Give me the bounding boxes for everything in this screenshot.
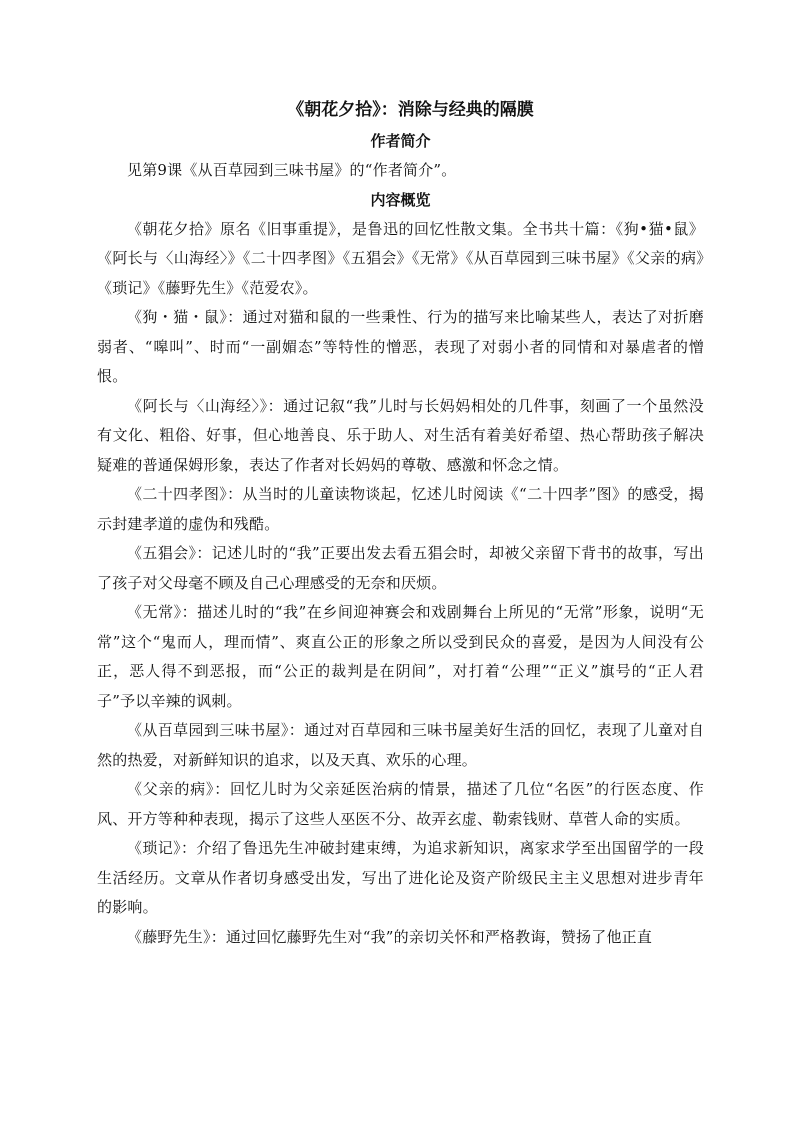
document-title: 《朝花夕拾》：消除与经典的隔膜 xyxy=(287,100,534,120)
paragraph: 《二十四孝图》：从当时的儿童读物谈起，忆述儿时阅读《“二十四孝”图》的感受，揭示封建孝道的虚伪和残酷。 xyxy=(97,485,704,533)
paragraph: 《朝花夕拾》原名《旧事重提》，是鲁迅的回忆性散文集。全书共十篇：《狗•猫•鼠》《阿长与〈山海经〉》《二十四孝图》《五猖会》《无常》《从百草园到三味书屋》《父亲的病》《琐记》《藤野先生》《范爱农》。 xyxy=(97,219,704,297)
paragraph: 《狗・猫・鼠》：通过对猫和鼠的一些秉性、行为的描写来比喻某些人，表达了对折磨弱者、“嗥叫”、时而“一副媚态”等特性的憎恶，表现了对弱小者的同情和对暴虐者的憎恨。 xyxy=(97,308,704,385)
paragraph: 见第9课《从百草园到三味书屋》的“作者简介”。 xyxy=(127,161,457,179)
section-heading-author: 作者简介 xyxy=(370,132,431,150)
paragraph: 《无常》：描述儿时的“我”在乡间迎神赛会和戏剧舞台上所见的“无常”形象，说明“无常”这个“鬼而人，理而情”、爽直公正的形象之所以受到民众的喜爱，是因为人间没有公正，恶人得不到恶报，而“公正的裁判是在阴间”，对打着“公理”“正义”旗号的“正人君子”予以辛辣的讽刺。 xyxy=(97,603,704,710)
paragraph: 《五猖会》：记述儿时的“我”正要出发去看五猖会时，却被父亲留下背书的故事，写出了孩子对父母毫不顾及自己心理感受的无奈和厌烦。 xyxy=(97,544,704,592)
paragraph: 《琐记》：介绍了鲁迅先生冲破封建束缚，为追求新知识，离家求学至出国留学的一段生活经历。文章从作者切身感受出发，写出了进化论及资产阶级民主主义思想对进步青年的影响。 xyxy=(97,839,704,916)
paragraph: 《父亲的病》：回忆儿时为父亲延医治病的情景，描述了几位“名医”的行医态度、作风、开方等种种表现，揭示了这些人巫医不分、故弄玄虚、勒索钱财、草菅人命的实质。 xyxy=(97,780,704,828)
paragraph: 《阿长与〈山海经〉》：通过记叙“我”儿时与长妈妈相处的几件事，刻画了一个虽然没有文化、粗俗、好事，但心地善良、乐于助人、对生活有着美好希望、热心帮助孩子解决疑难的普通保姆形象，表达了作者对长妈妈的尊敬、感激和怀念之情。 xyxy=(97,396,704,474)
paragraph: 《从百草园到三味书屋》：通过对百草园和三味书屋美好生活的回忆，表现了儿童对自然的热爱，对新鲜知识的追求，以及天真、欢乐的心理。 xyxy=(97,721,704,769)
paragraph: 《藤野先生》：通过回忆藤野先生对“我”的亲切关怀和严格教诲，赞扬了他正直 xyxy=(127,927,653,946)
section-heading-overview: 内容概览 xyxy=(370,190,431,209)
document-body xyxy=(97,93,704,952)
